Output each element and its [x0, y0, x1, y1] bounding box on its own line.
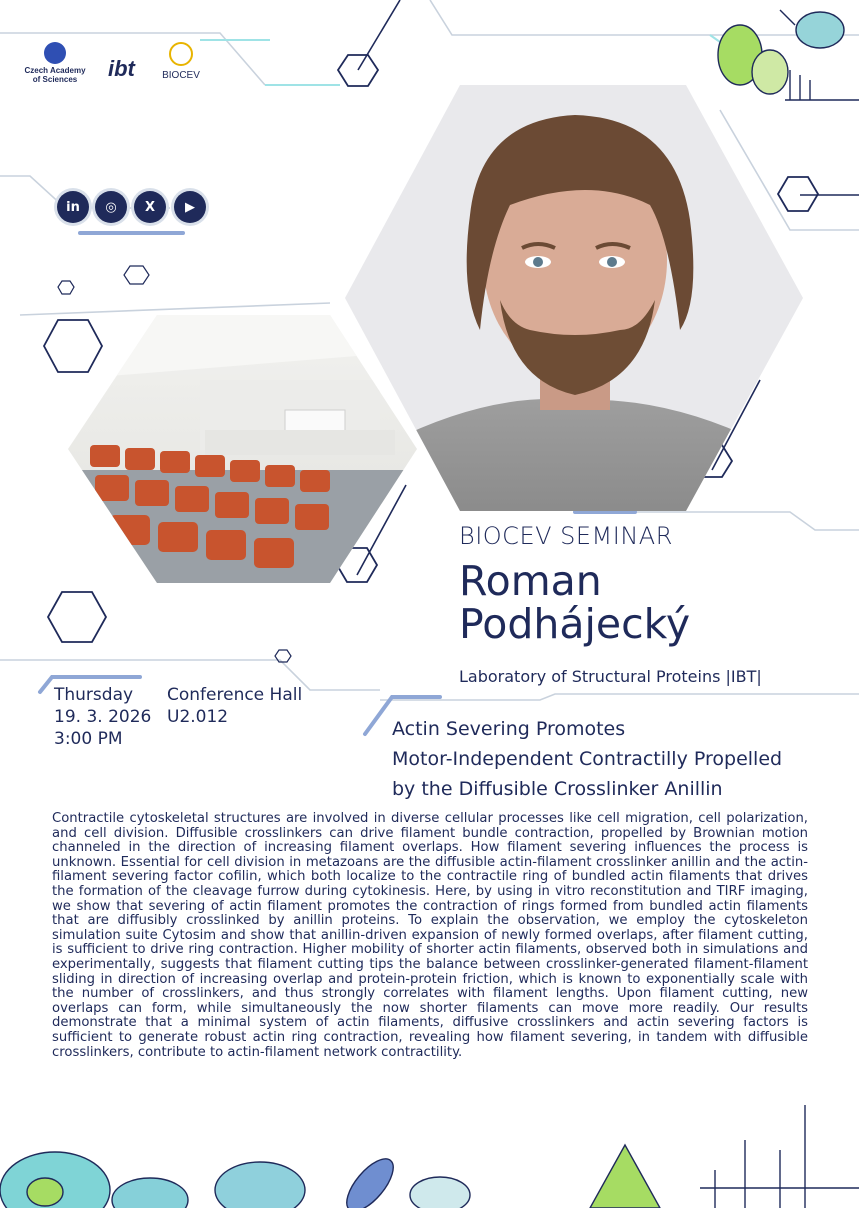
event-datetime: [54, 684, 151, 750]
czech-academy-emblem: [44, 42, 66, 64]
biocev-emblem: [169, 42, 193, 66]
x-icon[interactable]: X: [134, 191, 166, 223]
seminar-type: BIOCEV SEMINAR: [459, 522, 673, 550]
event-day: Thursday: [54, 685, 134, 705]
instagram-icon[interactable]: ◎: [95, 191, 127, 223]
event-date: 19. 3. 2026: [54, 707, 152, 727]
biocev-logo-text: BIOCEV: [162, 70, 200, 81]
ibt-logo: ibt: [108, 56, 135, 81]
event-room: U2.012: [167, 707, 229, 727]
bottom-illustration: [0, 1105, 859, 1208]
event-venue: Conference Hall: [167, 685, 303, 705]
talk-title: [392, 714, 852, 804]
talk-title-line2: Motor-Independent Contractilly Propelled: [392, 748, 783, 770]
biocev-logo: [156, 42, 206, 81]
speaker-last-name: Podhájecký: [459, 600, 691, 648]
speaker-lab: Laboratory of Structural Proteins |IBT|: [459, 667, 762, 686]
czech-academy-line2: of Sciences: [32, 75, 78, 84]
speaker-first-name: Roman: [459, 557, 602, 605]
talk-title-line1: Actin Severing Promotes: [392, 718, 626, 740]
speaker-name: [459, 557, 691, 648]
abstract-text: Contractile cytoskeletal structures are involved in diverse cellular processes like cell migration, cell polarization, and cell division. Diffusible crosslinkers can drive filament bundle contraction, propelled by Brownian motion channeled in the direction of increasing filament overlaps. How filament severing influences the process is unknown. Essential for cell division in metazoans are the diffusible actin-filament crosslinker anillin and the actin-filament severing factor cofilin, which both localize to the contractile ring of bundled actin filaments that drives the formation of the cleavage furrow during cytokinesis. Here, by using in vitro reconstitution and TIRF imaging, we show that severing of actin filament promotes the contraction of rings formed from bundled actin filaments that are diffusibly crosslinked by anillin proteins. To explain the observation, we employ the cytoskeleton simulation suite Cytosim and show that anillin-driven expansion of newly formed overlaps, after filament cutting, is sufficient to drive ring contraction. Higher mobility of shorter actin filaments, observed both in simulations and experimentally, suggests that filament cutting tips the balance between crosslinker-generated filament-filament sliding in direction of increasing overlap and protein-protein friction, which is known to exponentially scale with the number of crosslinkers, and thus strongly correlates with filament lengths. Upon filament cutting, new overlaps can form, while simultaneously the now shorter filaments can move more readily. Our results demonstrate that a minimal system of actin filaments, diffusive crosslinkers and actin severing factors is sufficient to generate robust actin ring contraction, revealing how filament severing, in tandem with diffusible crosslinkers, contribute to actin-filament network contractility.: [52, 811, 808, 1060]
event-time: 3:00 PM: [54, 729, 123, 749]
czech-academy-line1: Czech Academy: [24, 66, 86, 75]
talk-title-line3: by the Diffusible Crosslinker Anillin: [392, 778, 723, 800]
youtube-icon[interactable]: ▶: [174, 191, 206, 223]
event-location: [167, 684, 302, 728]
linkedin-icon[interactable]: in: [57, 191, 89, 223]
microbe-illustration: [718, 10, 859, 100]
czech-academy-logo: [20, 42, 90, 84]
